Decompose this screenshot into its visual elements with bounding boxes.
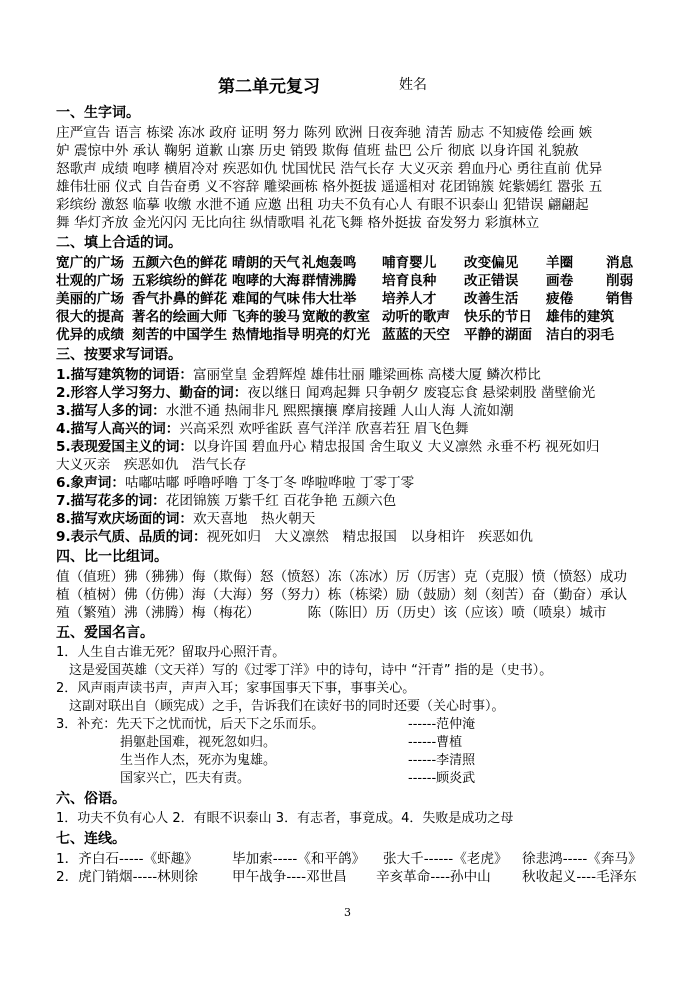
s2-cell: 培养人才 bbox=[382, 291, 437, 307]
s3-item: 3.描写人多的词：水泄不通 热闹非凡 熙熙攘攘 摩肩接踵 人山人海 人流如潮 bbox=[56, 403, 514, 419]
s7-item: 甲午战争----邓世昌 bbox=[232, 869, 347, 885]
s5-line: 这是爱国英雄（文天祥）写的《过零丁洋》中的诗句，诗中 “汗青” 指的是（史书）。 bbox=[56, 663, 553, 678]
s2-cell: 平静的湖面 bbox=[464, 327, 532, 343]
s3-item: 5.表现爱国主义的词：以身许国 碧血丹心 精忠报国 舍生取义 大义凛然 永垂不朽 视死如归 bbox=[56, 439, 600, 455]
section-1-heading: 一、生字词。 bbox=[56, 105, 140, 121]
section-3-heading: 三、按要求写词语。 bbox=[56, 347, 182, 363]
s5-author: ------曹植 bbox=[408, 735, 463, 750]
s2-cell: 动听的歌声 bbox=[382, 309, 450, 325]
s2-cell: 培育良种 bbox=[382, 273, 437, 289]
s4-line: 殖（繁殖）沸（沸腾）梅（梅花） 陈（陈旧）历（历史）该（应该）喷（喷泉）城市 bbox=[56, 605, 607, 621]
s2-row bbox=[56, 254, 656, 272]
s1-line: 妒 震惊中外 承认 鞠躬 道歉 山寨 历史 销毁 欺侮 值班 盐巴 公斤 彻底 以身许国 礼貌赦 bbox=[56, 143, 579, 159]
s2-cell: 飞奔的骏马 bbox=[232, 309, 300, 325]
s2-cell: 五颜六色的鲜花 bbox=[132, 255, 228, 271]
s2-row bbox=[56, 272, 656, 290]
s3-item: 1.描写建筑物的词语：富丽堂皇 金碧辉煌 雄伟壮丽 雕梁画栋 高楼大厦 鳞次栉比 bbox=[56, 367, 541, 383]
s2-cell: 晴朗的天气 bbox=[232, 255, 300, 271]
s7-item: 徐悲鸿-----《奔马》 bbox=[522, 851, 642, 867]
s3-item: 大义灭亲 疾恶如仇 浩气长存 bbox=[56, 457, 247, 473]
s5-line: 2．风声雨声读书声，声声入耳；家事国事天下事，事事关心。 bbox=[56, 681, 416, 696]
s1-line: 彩缤纷 激怒 临摹 收缴 水泄不通 应邀 出租 功夫不负有心人 有眼不识泰山 犯错误 翩翩起 bbox=[56, 197, 589, 213]
s5-quote: 3．补充：先天下之忧而忧，后天下之乐而乐。 bbox=[56, 717, 325, 732]
s4-line: 值（值班）狒（狒狒）侮（欺侮）怒（愤怒）冻（冻冰）厉（厉害）克（克服）愤（愤怒）成功 bbox=[56, 569, 627, 585]
s2-cell: 消息 bbox=[606, 255, 634, 271]
s2-cell: 雄伟的建筑 bbox=[546, 309, 614, 325]
s2-cell: 改善生活 bbox=[464, 291, 519, 307]
s2-cell: 改正错误 bbox=[464, 273, 519, 289]
s2-cell: 哺育婴儿 bbox=[382, 255, 437, 271]
s3-item: 2.形容人学习努力、勤奋的词：夜以继日 闻鸡起舞 只争朝夕 废寝忘食 悬梁刺股 凿壁偷光 bbox=[56, 385, 596, 401]
s5-author: ------李清照 bbox=[408, 753, 476, 768]
s1-line: 怒歌声 成绩 咆哮 横眉冷对 疾恶如仇 忧国忧民 浩气长存 大义灭亲 碧血丹心 勇往直前 优异 bbox=[56, 161, 603, 177]
s7-item: 毕加索-----《和平鸽》 bbox=[232, 851, 366, 867]
s1-line: 庄严宣告 语言 栋梁 冻冰 政府 证明 努力 陈列 欧洲 日夜奔驰 清苦 励志 不知疲倦 绘画 嫉 bbox=[56, 125, 593, 141]
s2-cell: 明亮的灯光 bbox=[302, 327, 370, 343]
s3-item: 9.表示气质、品质的词：视死如归 大义凛然 精忠报国 以身相许 疾恶如仇 bbox=[56, 529, 533, 545]
s2-cell: 疲倦 bbox=[546, 291, 574, 307]
section-2-heading: 二、填上合适的词。 bbox=[56, 235, 182, 251]
s2-cell: 快乐的节日 bbox=[464, 309, 532, 325]
s5-line: 1．人生自古谁无死？留取丹心照汗青。 bbox=[56, 645, 286, 660]
section-6-heading: 六、俗语。 bbox=[56, 791, 126, 807]
s2-cell: 群情沸腾 bbox=[302, 273, 357, 289]
s2-cell: 羊圈 bbox=[546, 255, 574, 271]
page-number: 3 bbox=[344, 906, 351, 919]
s2-cell: 礼炮轰鸣 bbox=[302, 255, 357, 271]
s2-cell: 宽敞的教室 bbox=[302, 309, 370, 325]
section-5-heading: 五、爱国名言。 bbox=[56, 625, 154, 641]
s2-cell: 优异的成绩 bbox=[56, 327, 124, 343]
page-title: 第二单元复习 bbox=[218, 77, 320, 97]
s2-cell: 改变偏见 bbox=[464, 255, 519, 271]
s2-cell: 壮观的广场 bbox=[56, 273, 124, 289]
s2-cell: 画卷 bbox=[546, 273, 574, 289]
s2-cell: 刻苦的中国学生 bbox=[132, 327, 228, 343]
s7-item: 2．虎门销烟-----林则徐 bbox=[56, 869, 198, 885]
s6-line: 1．功夫不负有心人 2．有眼不识泰山 3．有志者，事竟成。4．失败是成功之母 bbox=[56, 811, 514, 826]
s5-author: ------范仲淹 bbox=[408, 717, 476, 732]
s7-item: 1．齐白石-----《虾趣》 bbox=[56, 851, 198, 867]
s2-cell: 著名的绘画大师 bbox=[132, 309, 228, 325]
s2-cell: 热情地指导 bbox=[232, 327, 300, 343]
s2-row bbox=[56, 326, 656, 344]
s2-cell: 削弱 bbox=[606, 273, 634, 289]
s4-line: 植（植树）佛（仿佛）海（大海）努（努力）栋（栋梁）励（鼓励）刻（刻苦）奋（勤奋）承认 bbox=[56, 587, 627, 603]
s3-item: 6.象声词：咕嘟咕嘟 呼噜呼噜 丁冬丁冬 哗啦哗啦 丁零丁零 bbox=[56, 475, 415, 491]
s2-cell: 伟大壮举 bbox=[302, 291, 357, 307]
s2-cell: 美丽的广场 bbox=[56, 291, 124, 307]
s3-item: 7.描写花多的词：花团锦簇 万紫千红 百花争艳 五颜六色 bbox=[56, 493, 397, 509]
s5-line: 这副对联出自（顾宪成）之手，告诉我们在读好书的同时还要（关心时事）。 bbox=[56, 699, 505, 714]
s2-cell: 很大的提高 bbox=[56, 309, 124, 325]
s7-item: 秋收起义----毛泽东 bbox=[522, 869, 637, 885]
s2-cell: 香气扑鼻的鲜花 bbox=[132, 291, 228, 307]
section-4-heading: 四、比一比组词。 bbox=[56, 549, 168, 565]
s3-item: 4.描写人高兴的词：兴高采烈 欢呼雀跃 喜气洋洋 欣喜若狂 眉飞色舞 bbox=[56, 421, 469, 437]
s7-item: 辛亥革命----孙中山 bbox=[376, 869, 491, 885]
s2-cell: 五彩缤纷的鲜花 bbox=[132, 273, 228, 289]
s5-quote: 国家兴亡，匹夫有责。 bbox=[120, 771, 251, 786]
s1-line: 舞 华灯齐放 金光闪闪 无比向往 纵情歌唱 礼花飞舞 格外挺拔 奋发努力 彩旗林立 bbox=[56, 215, 540, 231]
s3-item: 8.描写欢庆场面的词：欢天喜地 热火朝天 bbox=[56, 511, 316, 527]
s2-row bbox=[56, 290, 656, 308]
s2-cell: 蓝蓝的天空 bbox=[382, 327, 450, 343]
s2-cell: 宽广的广场 bbox=[56, 255, 124, 271]
s5-quote: 生当作人杰，死亦为鬼雄。 bbox=[120, 753, 277, 768]
s2-cell: 难闻的气味 bbox=[232, 291, 300, 307]
s2-cell: 洁白的羽毛 bbox=[546, 327, 614, 343]
s2-row bbox=[56, 308, 656, 326]
s2-cell: 咆哮的大海 bbox=[232, 273, 300, 289]
section-7-heading: 七、连线。 bbox=[56, 831, 126, 847]
s7-item: 张大千------《老虎》 bbox=[383, 851, 508, 867]
s2-cell: 销售 bbox=[606, 291, 634, 307]
name-label: 姓名 bbox=[399, 77, 427, 93]
s5-quote: 捐躯赴国难，视死忽如归。 bbox=[120, 735, 277, 750]
s5-author: ------顾炎武 bbox=[408, 771, 476, 786]
s1-line: 雄伟壮丽 仪式 自告奋勇 义不容辞 雕梁画栋 格外挺拔 遥遥相对 花团锦簇 姹紫嫣红 嚣张 五 bbox=[56, 179, 603, 195]
